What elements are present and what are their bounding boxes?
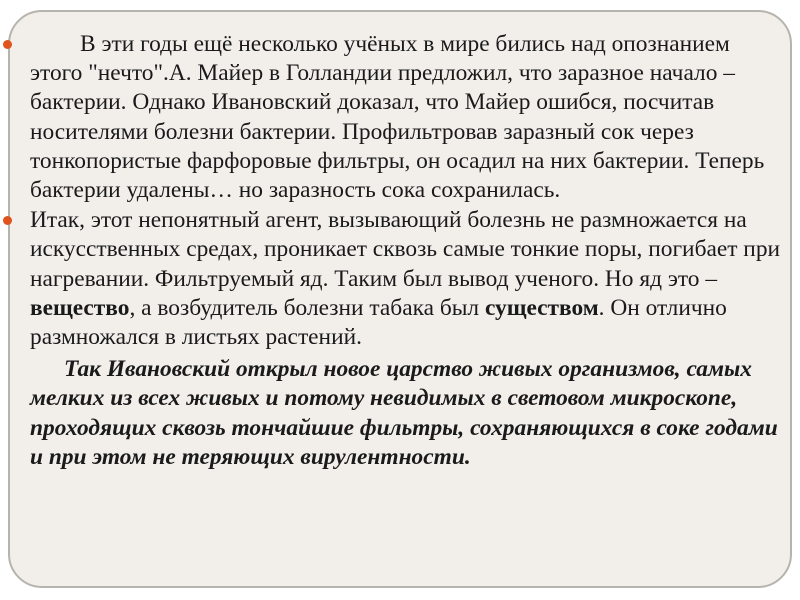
bullet-dot-icon [3,40,12,49]
paragraph-1-text: В эти годы ещё несколько учёных в мире бились над опознанием этого "нечто".А. Майер в Голландии предложил, что заразное начало – бактерии. Однако Ивановский доказал, что Майер ошибся, посчитав носителями болезни бактерии. Профильтровав заразный сок через тонкопористые фарфоровые фильтры, он осадил на них бактерии. Теперь бактерии удалены… но заразность сока сохранилась. [30,31,765,204]
slide-text-body [30,30,788,472]
paragraph-2-text-start: Итак, этот непонятный агент, вызывающий болезнь не размножается на искусственных средах, проникает сквозь самые тонкие поры, погибает при нагревании. Фильтруемый яд. Таким был вывод ученого. Но яд это – [30,207,781,292]
paragraph-2-text-end: . Он отлично размножался в листьях растений. [30,294,727,351]
paragraph-1 [30,30,788,205]
paragraph-3-conclusion [30,355,788,472]
paragraph-2 [30,206,788,352]
emphasis-creature: существом [484,294,599,321]
emphasis-substance: вещество [30,294,130,321]
paragraph-3-text: Так Ивановский открыл новое царство живых организмов, самых мелких из всех живых и потому невидимых в световом микроскопе, проходящих сквозь тончайшие фильтры, сохраняющихся в соке годами и при этом не теряющих вирулентности. [30,356,778,470]
paragraph-2-text-middle: , а возбудитель болезни табака был [129,294,485,321]
